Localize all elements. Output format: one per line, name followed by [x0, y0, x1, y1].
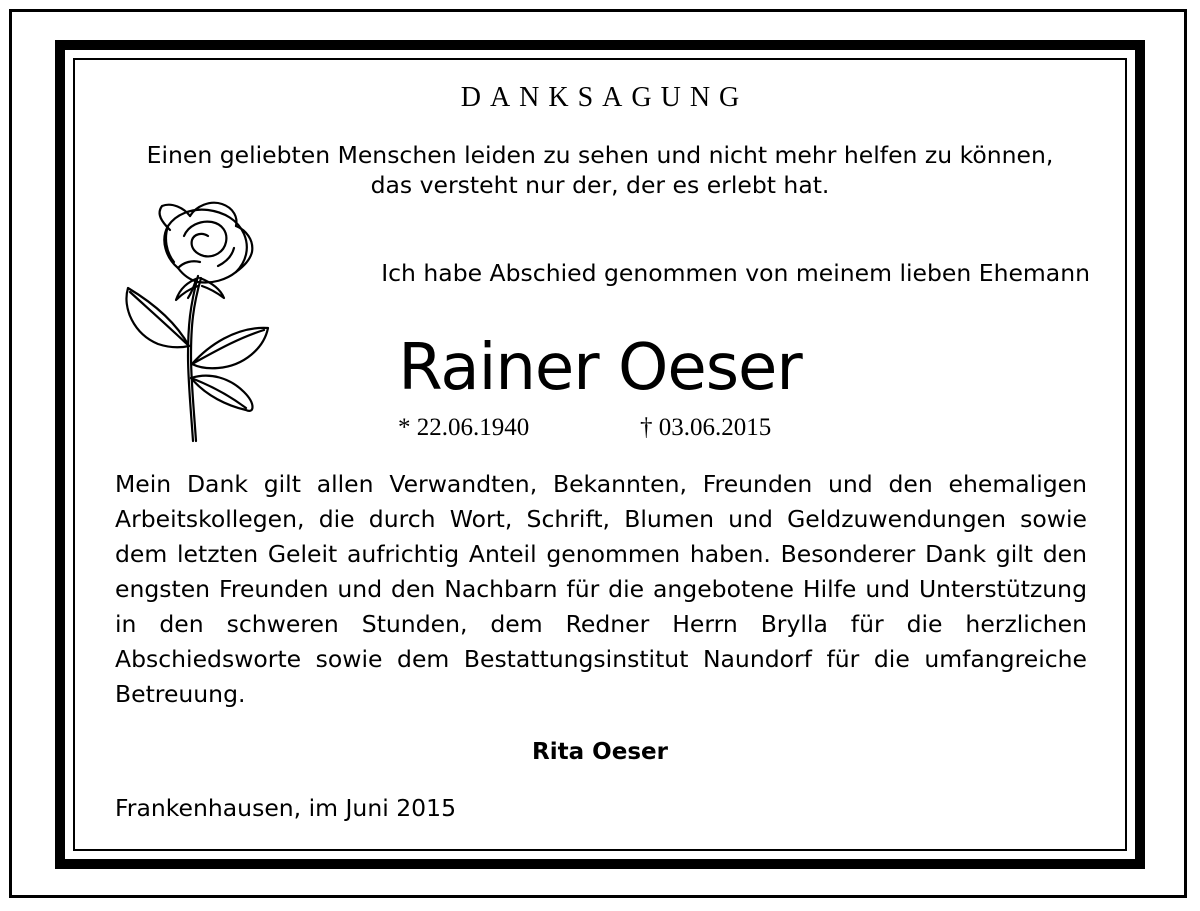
deceased-name: Rainer Oeser [398, 331, 802, 405]
birth-date: * 22.06.1940 [398, 414, 530, 441]
notice-heading: DANKSAGUNG [460, 82, 749, 113]
quote [73, 140, 1127, 200]
thanks-paragraph: Mein Dank gilt allen Verwandten, Bekannten, Freunden und den ehemaligen Arbeitskollegen, die durch Wort, Schrift, Blumen und Geldzuwendungen sowie dem letzten Geleit aufrichtig Anteil genommen haben. Besonderer Dank gilt den engsten Freunden und den Nachbarn für die angebotene Hilfe und Unterstützung in den schweren Stunden, dem Redner Herrn Brylla für die herzlichen Abschiedsworte sowie dem Bestattungsinstitut Naundorf für die umfangreiche Betreuung. [115, 470, 1087, 708]
intro-text: Ich habe Abschied genommen von meinem lieben Ehemann [381, 259, 1090, 287]
death-date: † 03.06.2015 [640, 414, 772, 441]
quote-line-2: das versteht nur der, der es erlebt hat. [370, 171, 830, 199]
signature: Rita Oeser [532, 739, 668, 765]
quote-line-1: Einen geliebten Menschen leiden zu sehen und nicht mehr helfen zu können, [146, 141, 1054, 169]
place-date: Frankenhausen, im Juni 2015 [115, 794, 457, 822]
rose-icon [118, 196, 278, 446]
